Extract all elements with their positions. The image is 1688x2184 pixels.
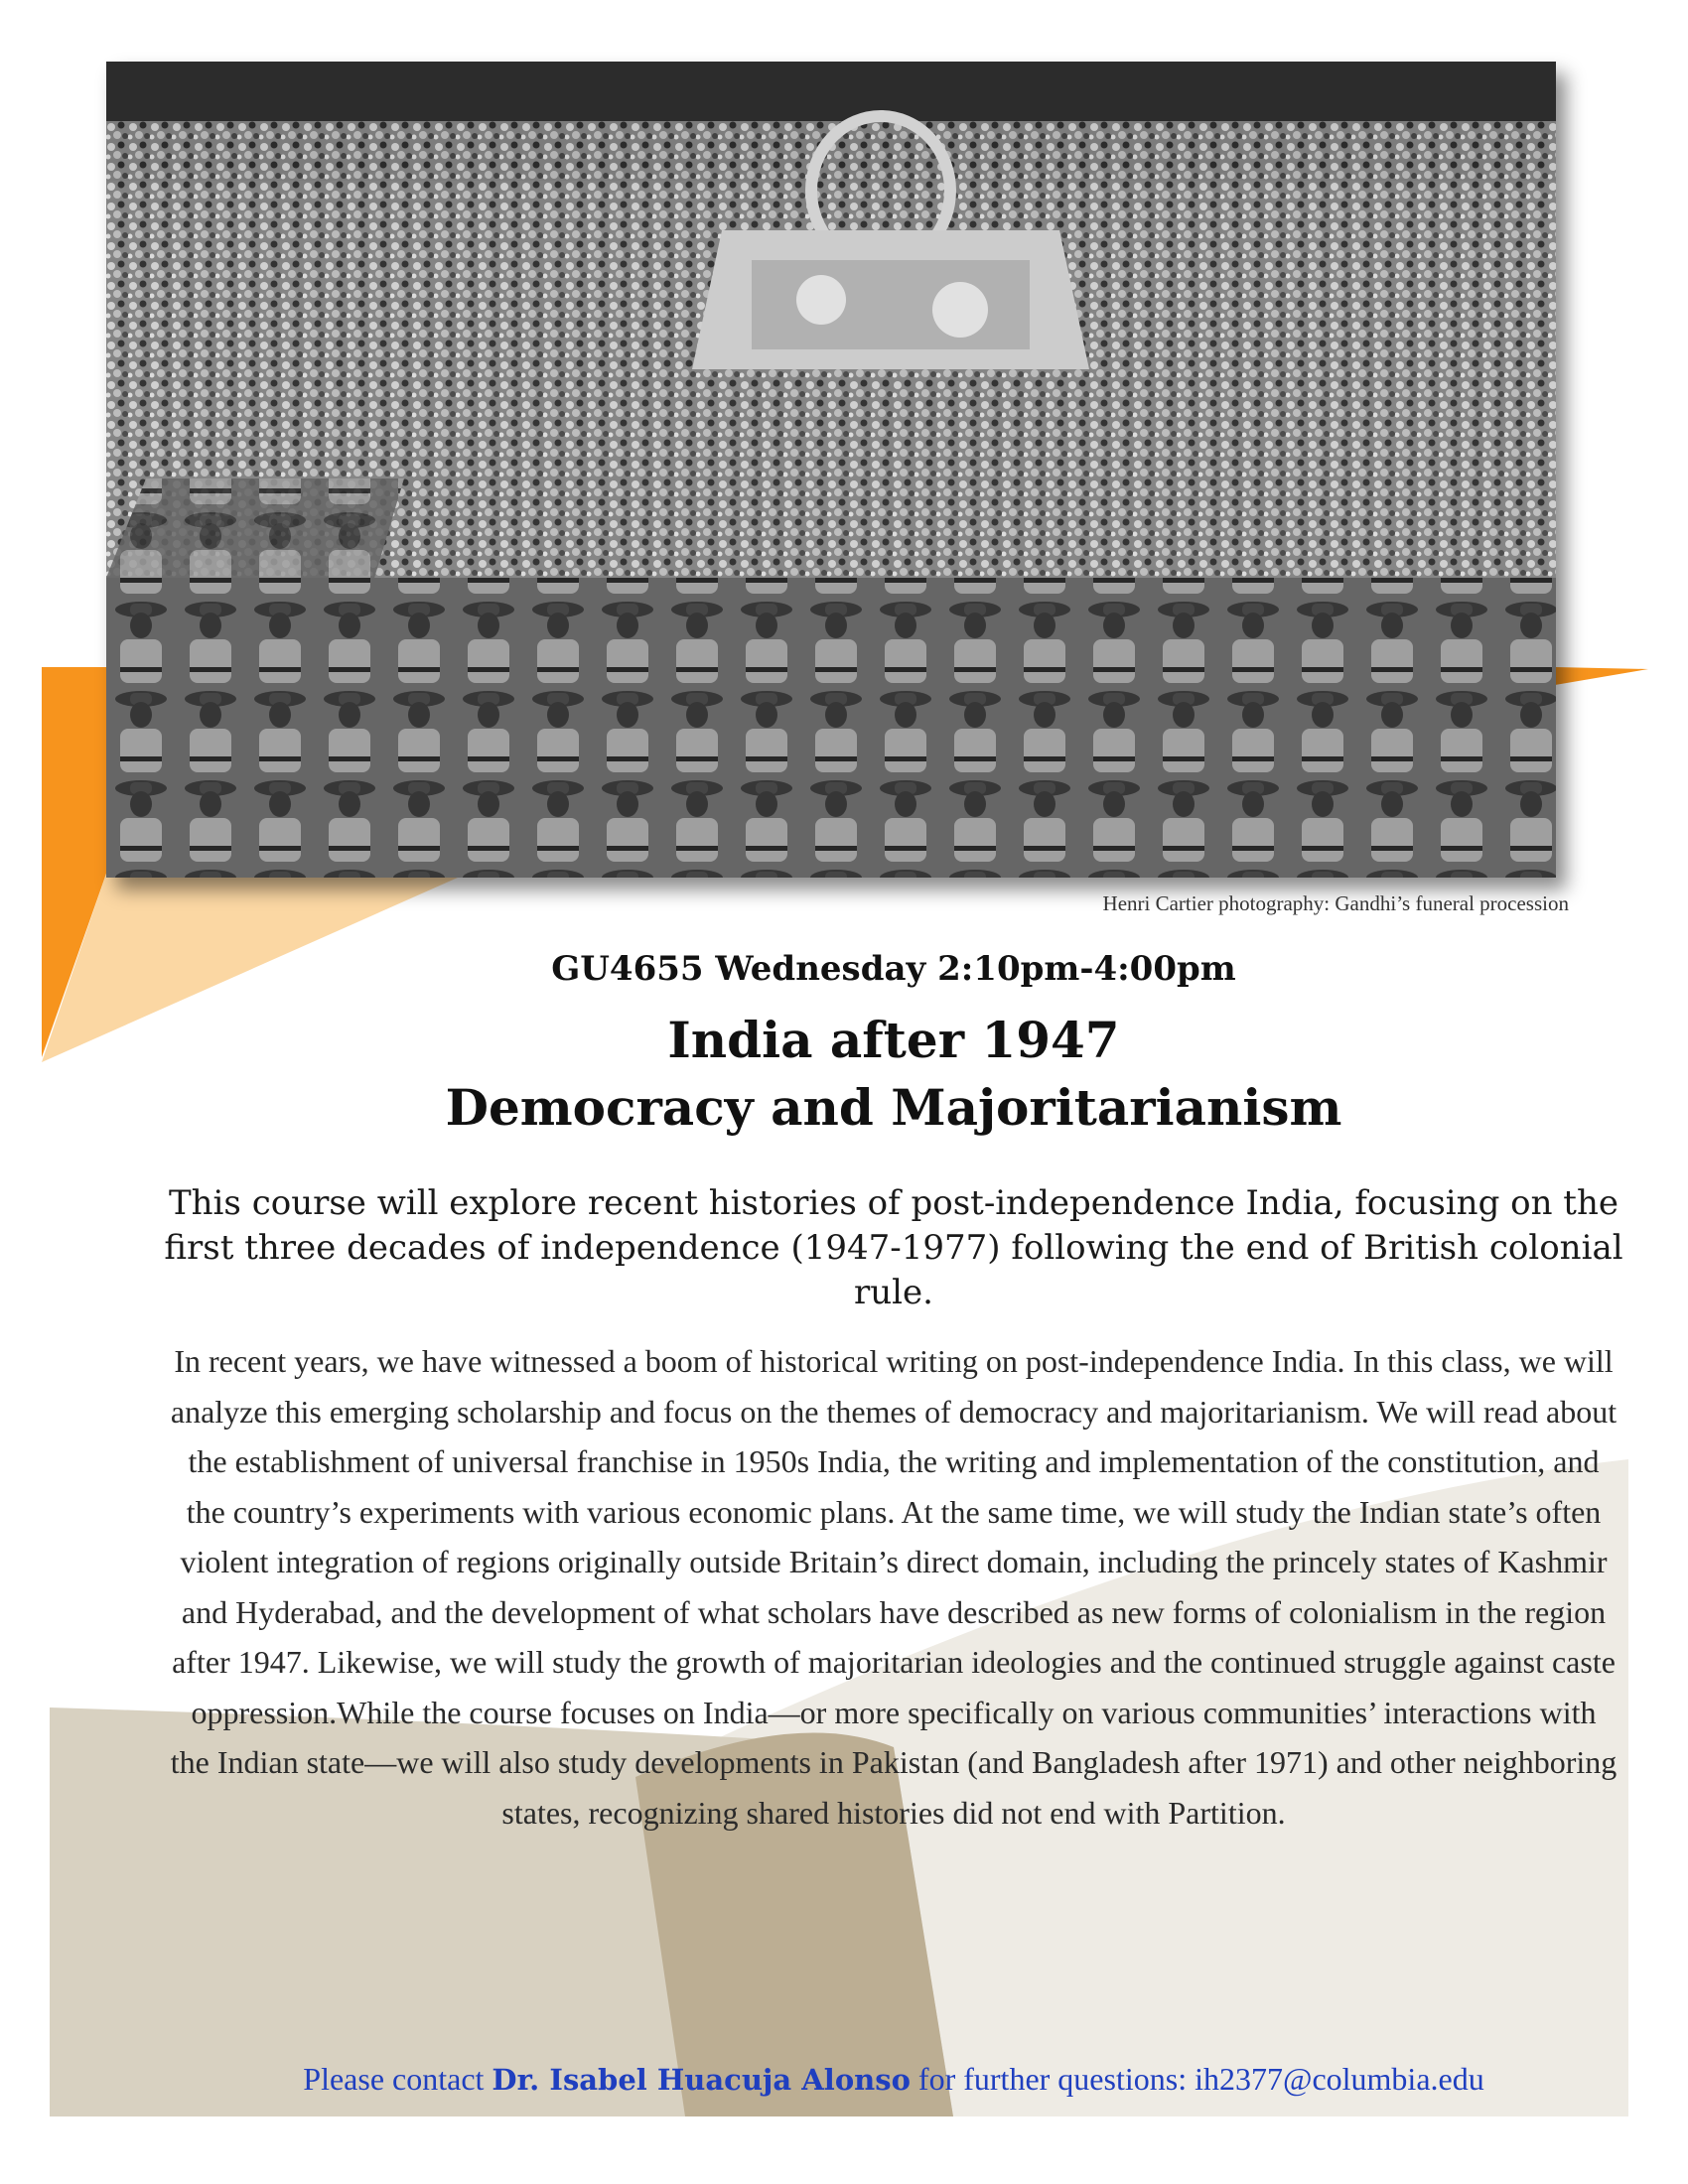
contact-email-link[interactable]: ih2377@columbia.edu bbox=[1195, 2061, 1484, 2097]
photo-caption: Henri Cartier photography: Gandhi’s funeral procession bbox=[1102, 891, 1569, 915]
funeral-procession-photo bbox=[106, 62, 1556, 878]
course-title bbox=[0, 1007, 1688, 1142]
course-title-line1: India after 1947 bbox=[667, 1011, 1120, 1069]
contact-middle: for further questions: bbox=[910, 2061, 1188, 2097]
orange-sliver-right bbox=[1555, 667, 1648, 685]
course-title-line2: Democracy and Majoritarianism bbox=[445, 1078, 1342, 1137]
course-description: In recent years, we have witnessed a boom of historical writing on post-independence India. In this class, we will analyze this emerging scholarship and focus on the themes of democracy and majoritarianism. We will read about the establishment of universal franchise in 1950s India, the writing and implementation of the constitution, and the country’s experiments with various economic plans. At the same time, we will study the Indian state’s often violent integration of regions originally outside Britain’s direct domain, including the princely states of Kashmir and Hyderabad, and the development of what scholars have described as new forms of colonialism in the region after 1947. Likewise, we will study the growth of majoritarian ideologies and the continued struggle against caste oppression.While the course focuses on India—or more specifically on various communities’ interactions with the Indian state—we will also study developments in Pakistan (and Bangladesh after 1971) and other neighboring states, recognizing shared histories did not end with Partition. bbox=[170, 1343, 1618, 1831]
contact-prefix: Please contact bbox=[303, 2061, 492, 2097]
contact-line bbox=[0, 2061, 1688, 2098]
instructor-name: Dr. Isabel Huacuja Alonso bbox=[492, 2063, 911, 2097]
course-summary: This course will explore recent histories of post-independence India, focusing on the first three decades of independence (1947-1977) following the end of British colonial rule. bbox=[164, 1183, 1623, 1312]
course-code-time: GU4655 Wednesday 2:10pm-4:00pm bbox=[551, 949, 1236, 989]
